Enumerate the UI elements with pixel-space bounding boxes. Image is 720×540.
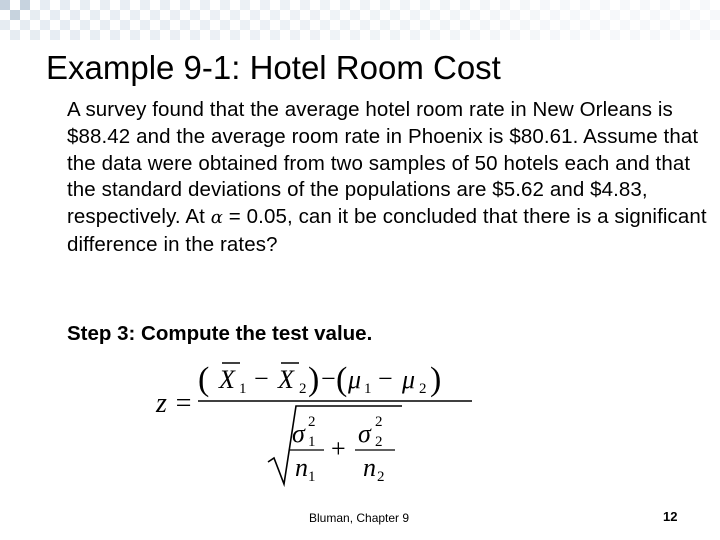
checker-square [40,20,50,30]
checker-square [430,10,440,20]
checker-square [710,10,720,20]
checker-square [280,20,290,30]
checker-square [250,30,260,40]
checker-square [620,0,630,10]
checker-square [130,10,140,20]
checker-square [300,0,310,10]
sigma-2: σ [358,419,371,448]
checker-square [540,20,550,30]
checker-square [240,20,250,30]
checker-square [500,0,510,10]
slide-title: Example 9-1: Hotel Room Cost [46,49,501,86]
checker-square [580,0,590,10]
numerator-minus-2: − [378,364,393,393]
checker-square [270,10,280,20]
numerator-open-paren-1: ( [198,361,210,398]
checker-square [660,20,670,30]
checker-square [550,10,560,20]
checker-square [640,20,650,30]
checker-square [320,0,330,10]
checker-square [280,0,290,10]
checker-square [650,10,660,20]
checker-square [430,30,440,40]
checker-square [90,10,100,20]
checker-square [420,0,430,10]
checker-square [600,0,610,10]
checker-square [100,20,110,30]
checker-square [100,0,110,10]
checker-square [180,20,190,30]
checker-square [120,20,130,30]
checker-square [20,20,30,30]
checker-square [370,10,380,20]
footer-text: Bluman, Chapter 9 [309,511,410,525]
checker-square [140,20,150,30]
checker-square [230,10,240,20]
mu-1: μ [348,365,362,394]
checker-square [630,10,640,20]
checker-square [480,0,490,10]
checker-square [380,0,390,10]
checker-square [620,20,630,30]
checker-square [10,10,20,20]
checker-square [530,30,540,40]
checker-square [390,30,400,40]
checker-square [300,20,310,30]
checker-square [260,0,270,10]
checker-square [660,0,670,10]
checker-square [520,20,530,30]
checker-square [180,0,190,10]
checker-square [450,30,460,40]
n-1-subscript: 1 [308,469,316,485]
checker-square [690,30,700,40]
checker-square [30,30,40,40]
problem-text-part-2: = 0.05, can it be concluded that there is a significant difference in the rates? [67,205,707,256]
checker-square [650,30,660,40]
checker-square [270,30,280,40]
checker-square [230,30,240,40]
checker-square [40,0,50,10]
checker-square [490,10,500,20]
checker-square [480,20,490,30]
checker-square [670,10,680,20]
problem-statement [67,97,707,259]
checker-square [170,10,180,20]
checker-square [220,0,230,10]
checker-square [680,0,690,10]
checker-square [0,20,10,30]
numerator-minus-1: − [254,364,269,393]
x-bar-1-subscript: 1 [239,381,247,397]
checker-square [160,0,170,10]
problem-text-part-1: A survey found that the average hotel room rate in New Orleans is $88.42 and the average room rate in Phoenix is $80.61. Assume that the data were obtained from two samples of 50 hotels each and that the standard deviations of the populations are $5.62 and $4.83, respectively. At [67,98,699,229]
checker-square [30,10,40,20]
checker-square [550,30,560,40]
checker-square [90,30,100,40]
mu-2: μ [402,365,416,394]
sigma-1: σ [292,419,305,448]
checker-square [360,0,370,10]
checker-square [160,20,170,30]
n-2-subscript: 2 [377,469,385,485]
checker-square [560,20,570,30]
mu-1-subscript: 1 [364,381,372,397]
sigma-1-superscript: 2 [308,414,316,430]
checker-square [530,10,540,20]
z-test-formula [150,356,490,496]
checker-square [60,20,70,30]
checker-square [630,30,640,40]
checker-square [290,10,300,20]
checker-square [600,20,610,30]
checker-square [470,30,480,40]
x-bar-2-subscript: 2 [299,381,307,397]
sigma-2-superscript: 2 [375,414,383,430]
checker-square [150,10,160,20]
checker-square [210,30,220,40]
step-heading: Step 3: Compute the test value. [67,322,373,345]
checker-square [320,20,330,30]
checker-square [400,0,410,10]
checker-square [610,10,620,20]
checker-square [540,0,550,10]
checker-square [200,20,210,30]
checker-square [500,20,510,30]
numerator-close-paren-2: ) [430,361,442,398]
checker-square [260,20,270,30]
checker-square [520,0,530,10]
checker-square [110,30,120,40]
checker-square [370,30,380,40]
checker-square [510,30,520,40]
checker-square [610,30,620,40]
plus-sign: + [331,434,346,463]
checker-square [590,10,600,20]
checker-square [220,20,230,30]
sigma-1-subscript: 1 [308,434,316,450]
checker-square [110,10,120,20]
x-bar-1: X [219,365,235,394]
checker-square [60,0,70,10]
checker-square [590,30,600,40]
checker-square [10,30,20,40]
checker-square [330,10,340,20]
checker-square [50,30,60,40]
checker-square [80,0,90,10]
checker-square [420,20,430,30]
checker-square [700,0,710,10]
checker-square [490,30,500,40]
checker-square [190,10,200,20]
checker-square [570,10,580,20]
checker-square [440,20,450,30]
checker-square [410,10,420,20]
alpha-symbol: α [210,207,224,229]
checker-square [580,20,590,30]
checker-square [710,30,720,40]
checker-square [310,10,320,20]
checker-square [680,20,690,30]
checker-square [330,30,340,40]
n-1: n [295,453,308,482]
checker-square [470,10,480,20]
checker-square [700,20,710,30]
checker-square [190,30,200,40]
checker-square [140,0,150,10]
checker-square [130,30,140,40]
checker-square [380,20,390,30]
numerator-minus-mid: − [321,364,336,393]
checker-square [200,0,210,10]
checker-square [310,30,320,40]
checker-square [360,20,370,30]
checker-square [20,0,30,10]
checker-square [460,0,470,10]
checker-square [170,30,180,40]
checker-square [150,30,160,40]
checker-square [120,0,130,10]
checker-square [50,10,60,20]
checker-square [400,20,410,30]
header-checker-pattern [0,0,720,40]
checker-square [350,30,360,40]
checker-square [290,30,300,40]
checker-square [350,10,360,20]
checker-square [80,20,90,30]
numerator-close-paren-1: ) [308,361,320,398]
checker-square [440,0,450,10]
checker-square [70,10,80,20]
checker-square [340,20,350,30]
checker-square [570,30,580,40]
checker-square [410,30,420,40]
checker-square [70,30,80,40]
checker-square [560,0,570,10]
checker-square [460,20,470,30]
checker-square [240,0,250,10]
checker-square [640,0,650,10]
formula-lhs: z = [156,388,193,419]
checker-square [250,10,260,20]
mu-2-subscript: 2 [419,381,427,397]
numerator-open-paren-2: ( [336,361,348,398]
n-2: n [363,453,376,482]
checker-square [670,30,680,40]
checker-square [510,10,520,20]
checker-square [690,10,700,20]
checker-square [210,10,220,20]
checker-square [340,0,350,10]
checker-square [0,0,10,10]
sigma-2-subscript: 2 [375,434,383,450]
checker-square [390,10,400,20]
page-number: 12 [663,509,678,524]
x-bar-2: X [278,365,294,394]
checker-square [450,10,460,20]
